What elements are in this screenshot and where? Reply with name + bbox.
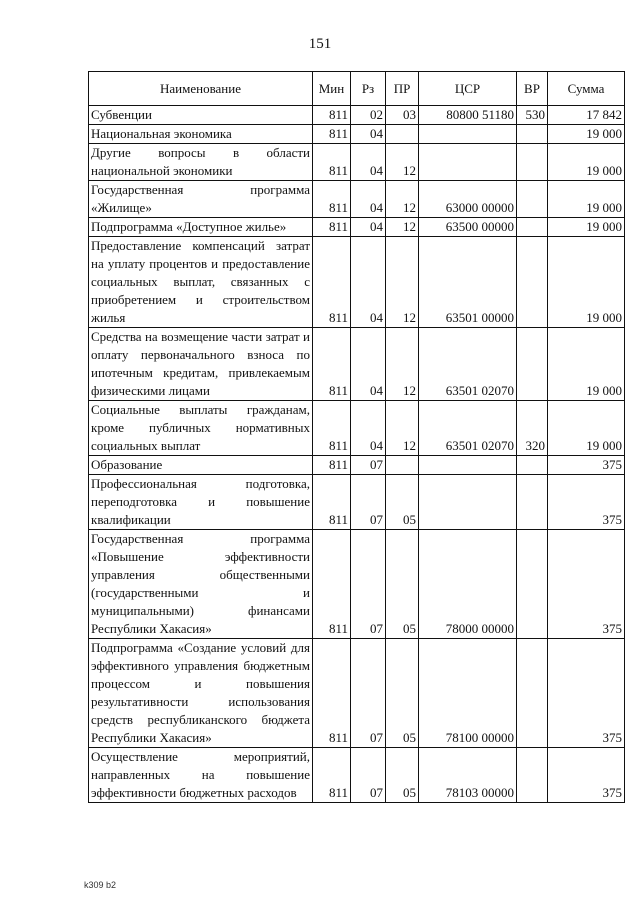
cell-rz: 07: [351, 475, 386, 530]
cell-pr: 12: [386, 181, 419, 218]
header-min: Мин: [313, 72, 351, 106]
cell-rz: 04: [351, 328, 386, 401]
cell-name: Государственная программа «Повышение эффективности управления общественными (государственными и муниципальными) финансами Республики Хакасия»: [89, 530, 313, 639]
table-row: [89, 475, 625, 530]
cell-pr: 12: [386, 328, 419, 401]
cell-csr: 78100 00000: [419, 639, 517, 748]
cell-name: Предоставление компенсаций затрат на уплату процентов и предоставление социальных выплат, связанных с приобретением и строительством жилья: [89, 237, 313, 328]
cell-min: 811: [313, 181, 351, 218]
cell-pr: 12: [386, 237, 419, 328]
cell-vr: [517, 328, 548, 401]
cell-vr: [517, 181, 548, 218]
cell-sum: 19 000: [548, 328, 625, 401]
cell-pr: [386, 125, 419, 144]
cell-name: Подпрограмма «Доступное жилье»: [89, 218, 313, 237]
cell-rz: 04: [351, 125, 386, 144]
cell-pr: 05: [386, 530, 419, 639]
cell-name: Осуществление мероприятий, направленных на повышение эффективности бюджетных расходов: [89, 748, 313, 803]
table-row: [89, 237, 625, 328]
cell-sum: 375: [548, 456, 625, 475]
page-number: 151: [308, 36, 332, 52]
cell-pr: [386, 456, 419, 475]
cell-sum: 19 000: [548, 237, 625, 328]
cell-sum: 375: [548, 639, 625, 748]
cell-sum: 19 000: [548, 125, 625, 144]
cell-vr: [517, 218, 548, 237]
cell-sum: 19 000: [548, 218, 625, 237]
cell-rz: 04: [351, 401, 386, 456]
cell-rz: 07: [351, 530, 386, 639]
cell-csr: 63000 00000: [419, 181, 517, 218]
cell-name: Другие вопросы в области национальной экономики: [89, 144, 313, 181]
table-row: [89, 401, 625, 456]
cell-min: 811: [313, 639, 351, 748]
header-vr: ВР: [517, 72, 548, 106]
cell-min: 811: [313, 475, 351, 530]
cell-rz: 04: [351, 237, 386, 328]
cell-csr: 63500 00000: [419, 218, 517, 237]
cell-min: 811: [313, 328, 351, 401]
cell-min: 811: [313, 106, 351, 125]
cell-vr: [517, 748, 548, 803]
table-row: [89, 181, 625, 218]
table-row: [89, 530, 625, 639]
cell-vr: [517, 456, 548, 475]
table-row: [89, 125, 625, 144]
cell-vr: 320: [517, 401, 548, 456]
cell-sum: 375: [548, 475, 625, 530]
header-pr: ПР: [386, 72, 419, 106]
footer-code: k309 b2: [84, 880, 117, 890]
cell-name: Образование: [89, 456, 313, 475]
cell-csr: 78000 00000: [419, 530, 517, 639]
cell-vr: [517, 639, 548, 748]
cell-csr: 63501 02070: [419, 401, 517, 456]
cell-vr: [517, 144, 548, 181]
cell-rz: 07: [351, 456, 386, 475]
cell-name: Субвенции: [89, 106, 313, 125]
table-row: [89, 144, 625, 181]
cell-pr: 12: [386, 144, 419, 181]
cell-name: Государственная программа «Жилище»: [89, 181, 313, 218]
table-header-row: [89, 72, 625, 106]
budget-table: [88, 71, 625, 803]
table-row: [89, 218, 625, 237]
cell-pr: 12: [386, 401, 419, 456]
header-csr: ЦСР: [419, 72, 517, 106]
cell-pr: 03: [386, 106, 419, 125]
cell-pr: 05: [386, 748, 419, 803]
cell-min: 811: [313, 530, 351, 639]
header-sum: Сумма: [548, 72, 625, 106]
cell-name: Подпрограмма «Создание условий для эффективного управления бюджетным процессом и повышения результативности использования средств республиканского бюджета Республики Хакасия»: [89, 639, 313, 748]
cell-csr: 63501 02070: [419, 328, 517, 401]
cell-sum: 19 000: [548, 144, 625, 181]
cell-pr: 05: [386, 475, 419, 530]
cell-min: 811: [313, 218, 351, 237]
cell-csr: [419, 456, 517, 475]
table-row: [89, 106, 625, 125]
table-row: [89, 456, 625, 475]
header-rz: Рз: [351, 72, 386, 106]
cell-rz: 07: [351, 639, 386, 748]
table-row: [89, 639, 625, 748]
cell-name: Социальные выплаты гражданам, кроме публичных нормативных социальных выплат: [89, 401, 313, 456]
cell-sum: 19 000: [548, 401, 625, 456]
cell-min: 811: [313, 237, 351, 328]
cell-csr: 78103 00000: [419, 748, 517, 803]
cell-vr: [517, 237, 548, 328]
table-row: [89, 748, 625, 803]
cell-csr: [419, 144, 517, 181]
cell-name: Профессиональная подготовка, переподготовка и повышение квалификации: [89, 475, 313, 530]
cell-name: Национальная экономика: [89, 125, 313, 144]
header-name: Наименование: [89, 72, 313, 106]
cell-name: Средства на возмещение части затрат и оплату первоначального взноса по ипотечным кредитам, привлекаемым физическими лицами: [89, 328, 313, 401]
cell-rz: 04: [351, 181, 386, 218]
cell-vr: [517, 475, 548, 530]
cell-vr: [517, 530, 548, 639]
cell-min: 811: [313, 456, 351, 475]
cell-csr: 63501 00000: [419, 237, 517, 328]
cell-vr: 530: [517, 106, 548, 125]
cell-sum: 17 842: [548, 106, 625, 125]
cell-rz: 04: [351, 144, 386, 181]
cell-rz: 02: [351, 106, 386, 125]
table-row: [89, 328, 625, 401]
cell-pr: 12: [386, 218, 419, 237]
cell-sum: 375: [548, 530, 625, 639]
cell-min: 811: [313, 144, 351, 181]
cell-min: 811: [313, 401, 351, 456]
cell-rz: 07: [351, 748, 386, 803]
cell-pr: 05: [386, 639, 419, 748]
cell-rz: 04: [351, 218, 386, 237]
cell-min: 811: [313, 748, 351, 803]
cell-sum: 19 000: [548, 181, 625, 218]
cell-csr: [419, 125, 517, 144]
cell-sum: 375: [548, 748, 625, 803]
cell-csr: [419, 475, 517, 530]
cell-csr: 80800 51180: [419, 106, 517, 125]
cell-vr: [517, 125, 548, 144]
cell-min: 811: [313, 125, 351, 144]
